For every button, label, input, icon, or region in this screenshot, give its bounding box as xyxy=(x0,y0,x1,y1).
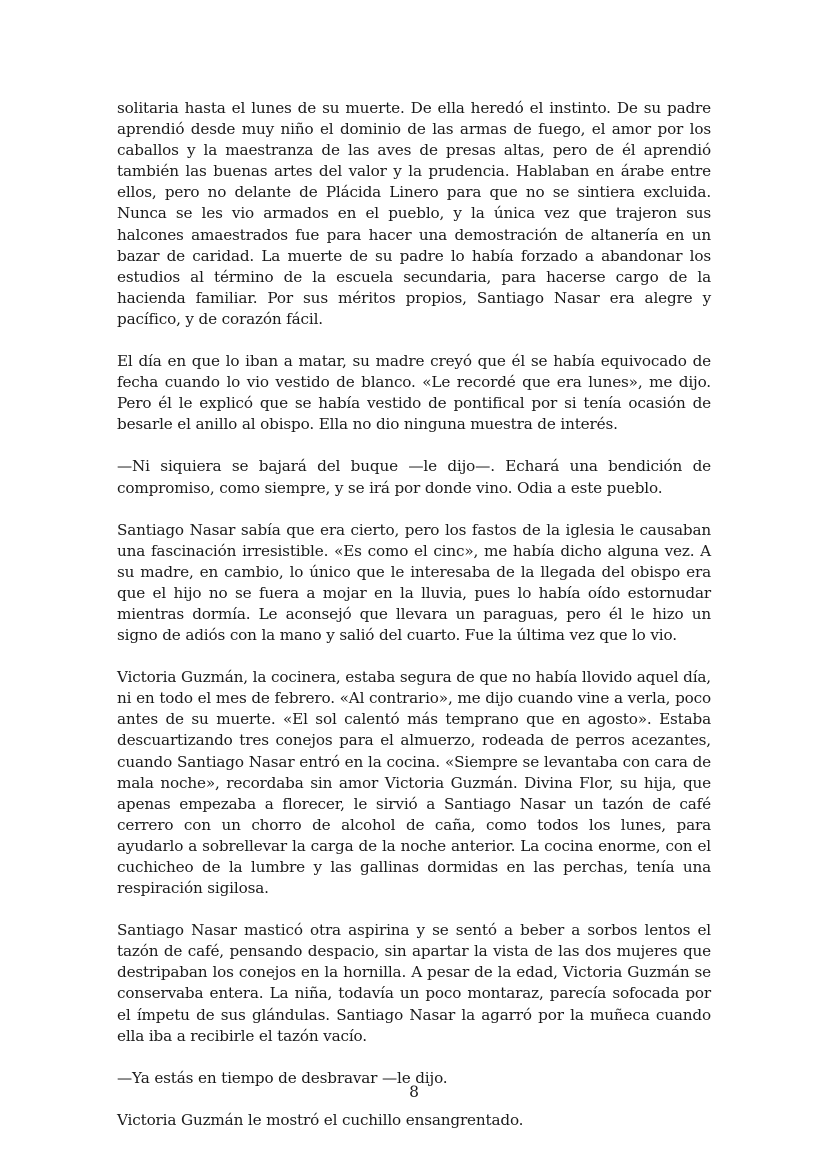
paragraph: Santiago Nasar masticó otra aspirina y se sentó a beber a sorbos lentos el tazón de café, pensando despacio, sin apartar la vista de las dos mujeres que destripaban los conejos en la hornilla. A pesar de la edad, Victoria Guzmán se conservaba entera. La niña, todavía un poco montaraz, parecía sofocada por el ímpetu de sus glándulas. Santiago Nasar la agarró por la muñeca cuando ella iba a recibirle el tazón vacío. xyxy=(117,921,711,1045)
paragraph: Victoria Guzmán, la cocinera, estaba segura de que no había llovido aquel día, ni en todo el mes de febrero. «Al contrario», me dijo cuando vine a verla, poco antes de su muerte. «El sol calentó más temprano que en agosto». Estaba descuartizando tres conejos para el almuerzo, rodeada de perros acezantes, cuando Santiago Nasar entró en la cocina. «Siempre se levantaba con cara de mala noche», recordaba sin amor Victoria Guzmán. Divina Flor, su hija, que apenas empezaba a florecer, le sirvió a Santiago Nasar un tazón de café cerrero con un chorro de alcohol de caña, como todos los lunes, para ayudarlo a sobrellevar la carga de la noche anterior. La cocina enorme, con el cuchicheo de la lumbre y las gallinas dormidas en las perchas, tenía una respiración sigilosa. xyxy=(117,668,711,898)
body-text xyxy=(117,98,711,1152)
paragraph: —Ya estás en tiempo de desbravar —le dijo. xyxy=(117,1068,448,1087)
paragraph: Victoria Guzmán le mostró el cuchillo ensangrentado. xyxy=(117,1110,524,1129)
paragraph: solitaria hasta el lunes de su muerte. De ella heredó el instinto. De su padre aprendió desde muy niño el dominio de las armas de fuego, el amor por los caballos y la maestranza de las aves de presas altas, pero de él aprendió también las buenas artes del valor y la prudencia. Hablaban en árabe entre ellos, pero no delante de Plácida Linero para que no se sintiera excluida. Nunca se les vio armados en el pueblo, y la única vez que trajeron sus halcones amaestrados fue para hacer una demostración de altanería en un bazar de caridad. La muerte de su padre lo había forzado a abandonar los estudios al término de la escuela secundaria, para hacerse cargo de la hacienda familiar. Por sus méritos propios, Santiago Nasar era alegre y pacífico, y de corazón fácil. xyxy=(117,99,711,328)
paragraph: Santiago Nasar sabía que era cierto, pero los fastos de la iglesia le causaban una fascinación irresistible. «Es como el cinc», me había dicho alguna vez. A su madre, en cambio, lo único que le interesaba de la llegada del obispo era que el hijo no se fuera a mojar en la lluvia, pues lo había oído estornudar mientras dormía. Le aconsejó que llevara un paraguas, pero él le hizo un signo de adiós con la mano y salió del cuarto. Fue la última vez que lo vio. xyxy=(117,520,711,645)
page-number: 8 xyxy=(409,1083,419,1101)
paragraph: —Ni siquiera se bajará del buque —le dijo—. Echará una bendición de compromiso, como siempre, y se irá por donde vino. Odia a este pueblo. xyxy=(117,457,711,497)
paragraph: El día en que lo iban a matar, su madre creyó que él se había equivocado de fecha cuando lo vio vestido de blanco. «Le recordé que era lunes», me dijo. Pero él le explicó que se había vestido de pontifical por si tenía ocasión de besarle el anillo al obispo. Ella no dio ninguna muestra de interés. xyxy=(117,352,711,434)
